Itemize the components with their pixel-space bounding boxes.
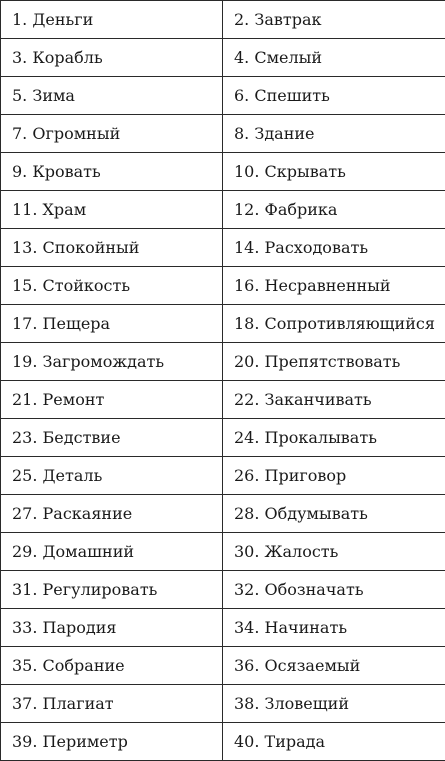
- word-cell: 15. Стойкость: [1, 267, 223, 305]
- table-row: [1, 647, 445, 685]
- table-row: [1, 229, 445, 267]
- word-cell: 6. Спешить: [223, 77, 445, 115]
- word-list-body: [1, 1, 445, 761]
- word-cell: 37. Плагиат: [1, 685, 223, 723]
- word-cell: 36. Осязаемый: [223, 647, 445, 685]
- table-row: [1, 305, 445, 343]
- word-cell: 39. Периметр: [1, 723, 223, 761]
- word-cell: 10. Скрывать: [223, 153, 445, 191]
- table-row: [1, 191, 445, 229]
- word-cell: 26. Приговор: [223, 457, 445, 495]
- word-cell: 13. Спокойный: [1, 229, 223, 267]
- word-cell: 11. Храм: [1, 191, 223, 229]
- word-cell: 35. Собрание: [1, 647, 223, 685]
- table-row: [1, 343, 445, 381]
- table-row: [1, 1, 445, 39]
- table-row: [1, 419, 445, 457]
- word-cell: 34. Начинать: [223, 609, 445, 647]
- word-cell: 32. Обозначать: [223, 571, 445, 609]
- table-row: [1, 381, 445, 419]
- word-cell: 21. Ремонт: [1, 381, 223, 419]
- word-cell: 22. Заканчивать: [223, 381, 445, 419]
- word-cell: 5. Зима: [1, 77, 223, 115]
- word-cell: 16. Несравненный: [223, 267, 445, 305]
- word-cell: 20. Препятствовать: [223, 343, 445, 381]
- word-cell: 19. Загромождать: [1, 343, 223, 381]
- table-row: [1, 77, 445, 115]
- word-cell: 30. Жалость: [223, 533, 445, 571]
- word-cell: 12. Фабрика: [223, 191, 445, 229]
- word-cell: 23. Бедствие: [1, 419, 223, 457]
- table-row: [1, 571, 445, 609]
- word-cell: 40. Тирада: [223, 723, 445, 761]
- table-row: [1, 609, 445, 647]
- word-cell: 31. Регулировать: [1, 571, 223, 609]
- word-cell: 17. Пещера: [1, 305, 223, 343]
- word-cell: 25. Деталь: [1, 457, 223, 495]
- table-row: [1, 115, 445, 153]
- table-row: [1, 267, 445, 305]
- word-cell: 14. Расходовать: [223, 229, 445, 267]
- word-cell: 27. Раскаяние: [1, 495, 223, 533]
- word-cell: 28. Обдумывать: [223, 495, 445, 533]
- table-row: [1, 533, 445, 571]
- word-cell: 4. Смелый: [223, 39, 445, 77]
- table-row: [1, 723, 445, 761]
- word-cell: 1. Деньги: [1, 1, 223, 39]
- table-row: [1, 153, 445, 191]
- table-row: [1, 39, 445, 77]
- word-cell: 33. Пародия: [1, 609, 223, 647]
- word-cell: 2. Завтрак: [223, 1, 445, 39]
- word-cell: 38. Зловещий: [223, 685, 445, 723]
- table-row: [1, 495, 445, 533]
- word-cell: 3. Корабль: [1, 39, 223, 77]
- word-cell: 24. Прокалывать: [223, 419, 445, 457]
- table-row: [1, 457, 445, 495]
- table-row: [1, 685, 445, 723]
- word-cell: 18. Сопротивляющийся: [223, 305, 445, 343]
- word-cell: 9. Кровать: [1, 153, 223, 191]
- word-cell: 8. Здание: [223, 115, 445, 153]
- word-cell: 29. Домашний: [1, 533, 223, 571]
- word-cell: 7. Огромный: [1, 115, 223, 153]
